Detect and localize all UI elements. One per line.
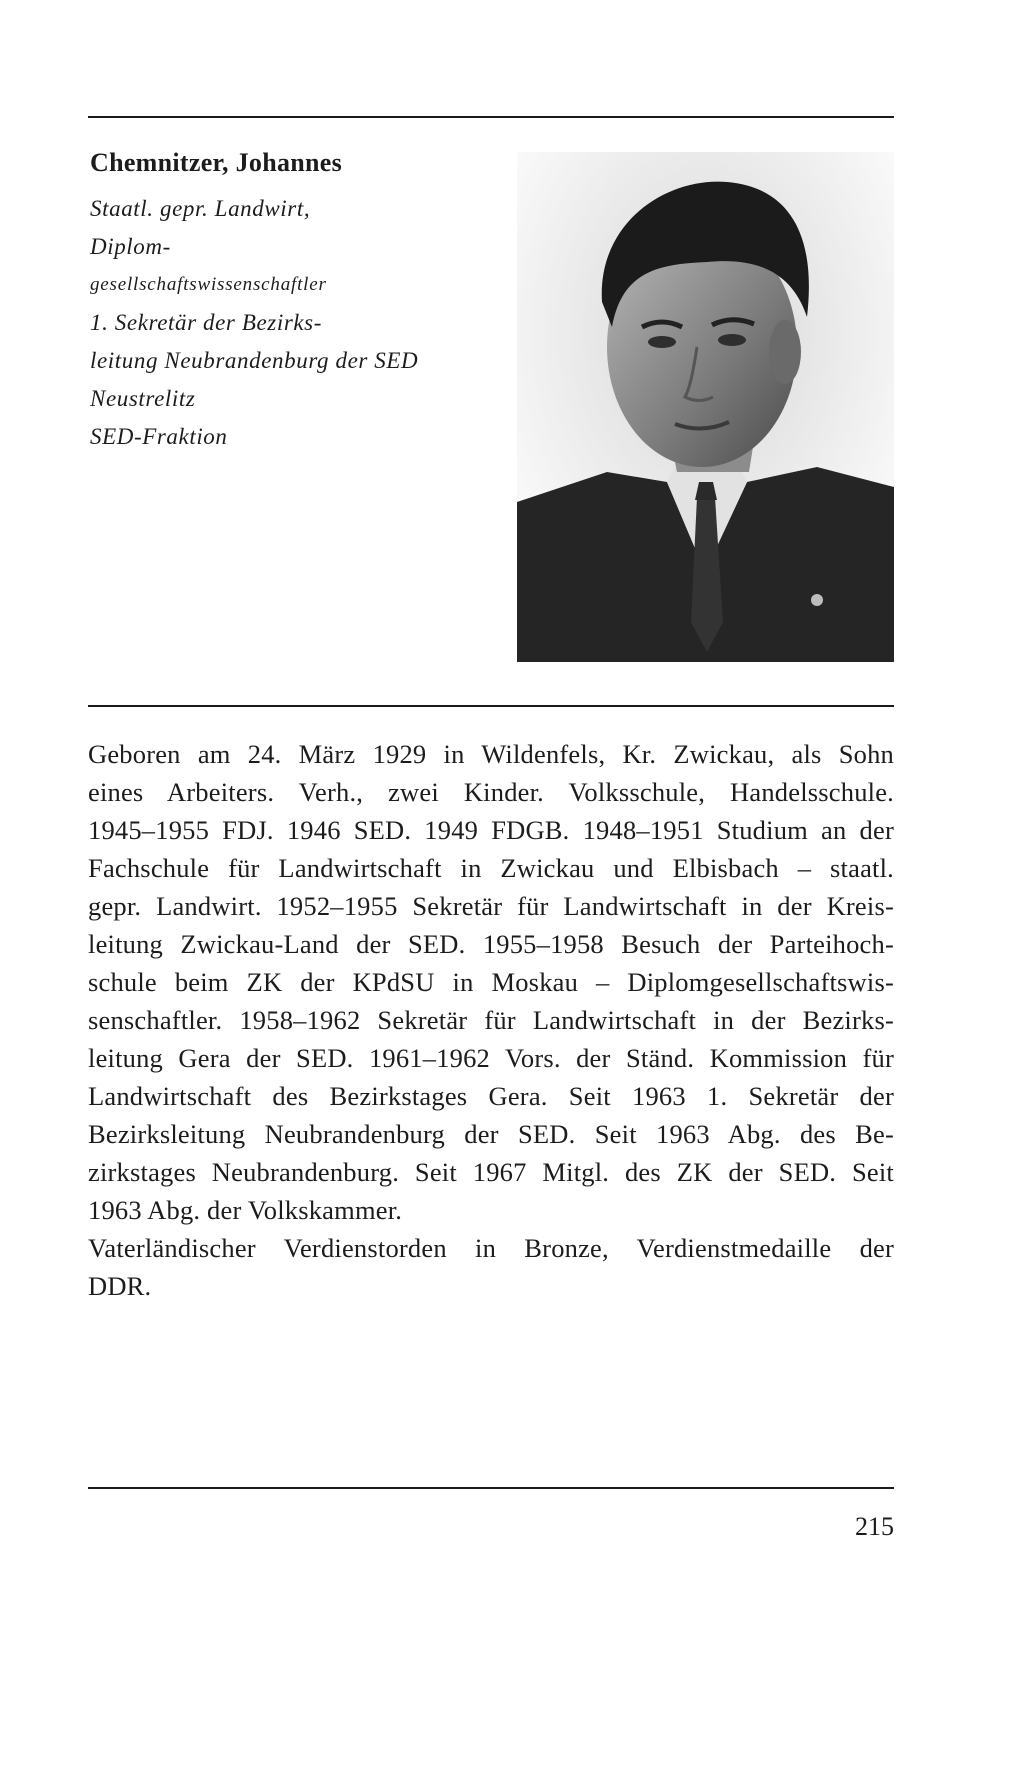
entry-name: Chemnitzer, Johannes [90,148,343,177]
profile-line-position-cont: leitung Neubrandenburg der SED [90,348,419,373]
profile-details [90,190,490,456]
top-divider [88,116,894,118]
awards-line: DDR. [88,1271,152,1301]
bio-line: senschaftler. 1958–1962 Sekretär für Landwirtschaft in der Bezirks- [88,1005,894,1035]
bio-line: gepr. Landwirt. 1952–1955 Sekretär für Landwirtschaft in der Kreis- [88,891,894,921]
biography-text [88,735,894,1305]
bio-line: Landwirtschaft des Bezirkstages Gera. Seit 1963 1. Sekretär der [88,1081,894,1111]
middle-divider [88,705,894,707]
bio-line: eines Arbeiters. Verh., zwei Kinder. Volksschule, Handelsschule. [88,777,894,807]
bio-line: schule beim ZK der KPdSU in Moskau – Diplomgesellschaftswis- [88,967,894,997]
bio-line: Fachschule für Landwirtschaft in Zwickau und Elbisbach – staatl. [88,853,894,883]
bio-line: Bezirksleitung Neubrandenburg der SED. Seit 1963 Abg. des Be- [88,1119,894,1149]
bio-line: 1963 Abg. der Volkskammer. [88,1195,403,1225]
bio-line: Geboren am 24. März 1929 in Wildenfels, Kr. Zwickau, als Sohn [88,739,894,769]
profile-line-position: 1. Sekretär der Bezirks- [90,310,322,335]
bio-line: leitung Zwickau-Land der SED. 1955–1958 Besuch der Parteihoch- [88,929,894,959]
profile-line-constituency: Neustrelitz [90,386,196,411]
awards-line: Vaterländischer Verdienstorden in Bronze, Verdienstmedaille der [88,1233,894,1263]
profile-line-degree-cont: gesellschaftswissenschaftler [90,274,327,295]
page-number: 215 [855,1512,894,1541]
portrait-photo [517,152,894,662]
bottom-divider [88,1487,894,1489]
bio-line: zirkstages Neubrandenburg. Seit 1967 Mitgl. des ZK der SED. Seit [88,1157,894,1187]
profile-line-qualification: Staatl. gepr. Landwirt, [90,196,311,221]
bio-line: leitung Gera der SED. 1961–1962 Vors. der Ständ. Kommission für [88,1043,894,1073]
profile-line-degree: Diplom- [90,234,171,259]
profile-line-faction: SED-Fraktion [90,424,228,449]
bio-line: 1945–1955 FDJ. 1946 SED. 1949 FDGB. 1948–1951 Studium an der [88,815,894,845]
